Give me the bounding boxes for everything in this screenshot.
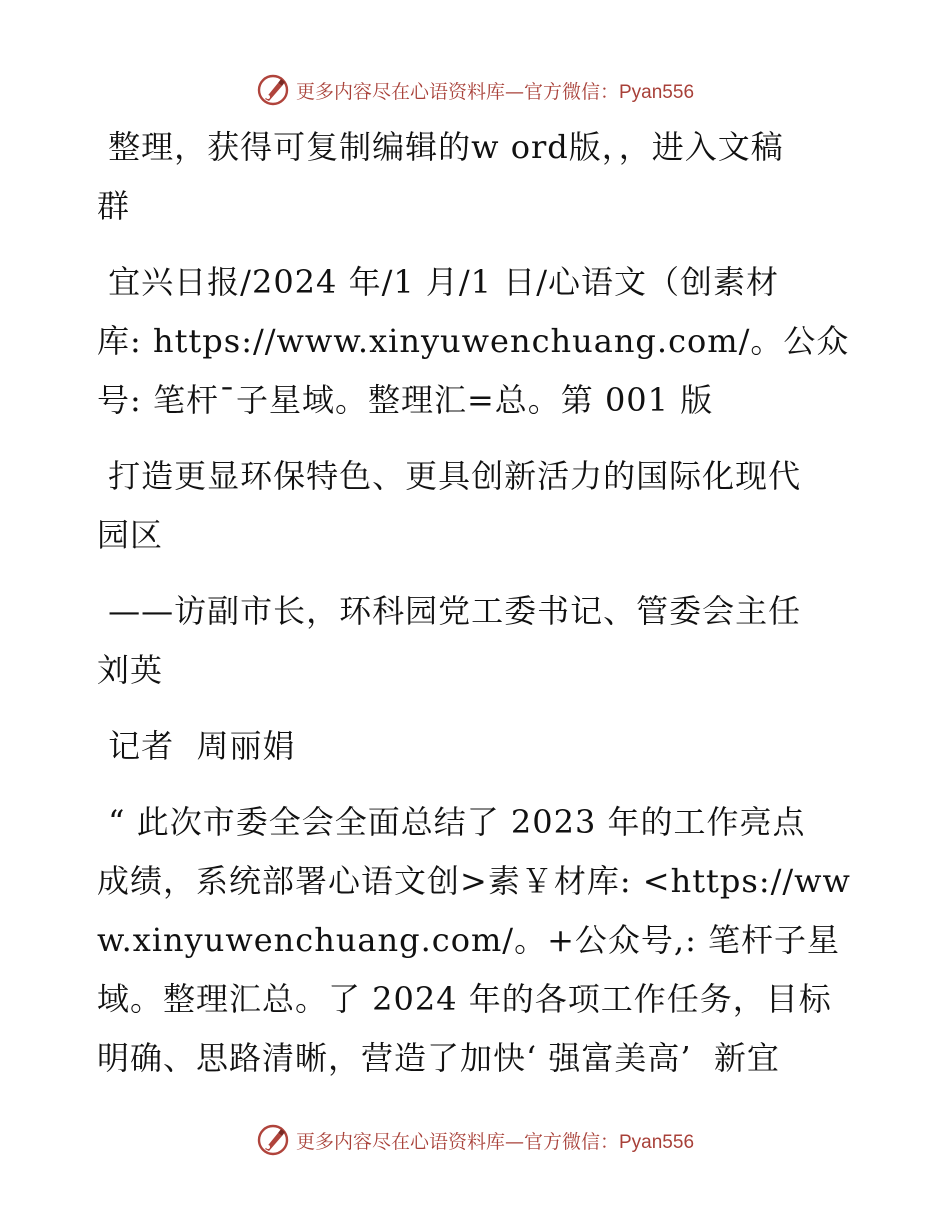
text-line: ——访副市长，环科园党工委书记、管委会主任 [97, 592, 802, 630]
pen-logo-icon [256, 73, 290, 107]
footer-watermark [0, 1120, 950, 1160]
text-line: 号: 笔杆¯子星域。整理汇=总。第 001 版 [97, 381, 714, 419]
text-line: “ 此次市委全会全面总结了 2023 年的工作亮点 [97, 803, 806, 841]
wechat-id: Pyan556 [619, 81, 695, 103]
text-line: 库: https://www.xinyuwenchuang.com/。公众 [97, 322, 850, 360]
wechat-id: Pyan556 [619, 1131, 695, 1153]
header-watermark [0, 70, 950, 110]
paragraph [97, 717, 857, 776]
text-line: 刘英 [97, 651, 164, 689]
text-line: 成绩，系统部署心语文创>素￥材库: <https://ww [97, 862, 851, 900]
text-line: 宜兴日报/2024 年/1 月/1 日/心语文（创素材 [97, 263, 779, 301]
paragraph [97, 582, 857, 700]
text-line: 记者 周丽娟 [97, 727, 296, 765]
document-body [97, 118, 857, 1088]
text-line: 群 [97, 187, 131, 225]
paragraph [97, 118, 857, 236]
watermark-text: 更多内容尽在心语资料库—官方微信：Pyan556 [295, 80, 695, 103]
text-line: w.xinyuwenchuang.com/。+公众号,: 笔杆子星 [97, 921, 841, 959]
paragraph [97, 793, 857, 1088]
text-line: 域。整理汇总。了 2024 年的各项工作任务，目标 [97, 980, 832, 1018]
text-line: 园区 [97, 516, 164, 554]
text-line: 明确、思路清晰，营造了加快‘ 强富美高’ 新宜 [97, 1039, 780, 1077]
watermark-text: 更多内容尽在心语资料库—官方微信：Pyan556 [295, 1130, 695, 1153]
text-line: 整理，获得可复制编辑的w ord版，，进入文稿 [97, 128, 784, 166]
pen-logo-icon [256, 1123, 290, 1157]
text-line: 打造更显环保特色、更具创新活力的国际化现代 [97, 457, 802, 495]
paragraph [97, 447, 857, 565]
paragraph [97, 253, 857, 430]
